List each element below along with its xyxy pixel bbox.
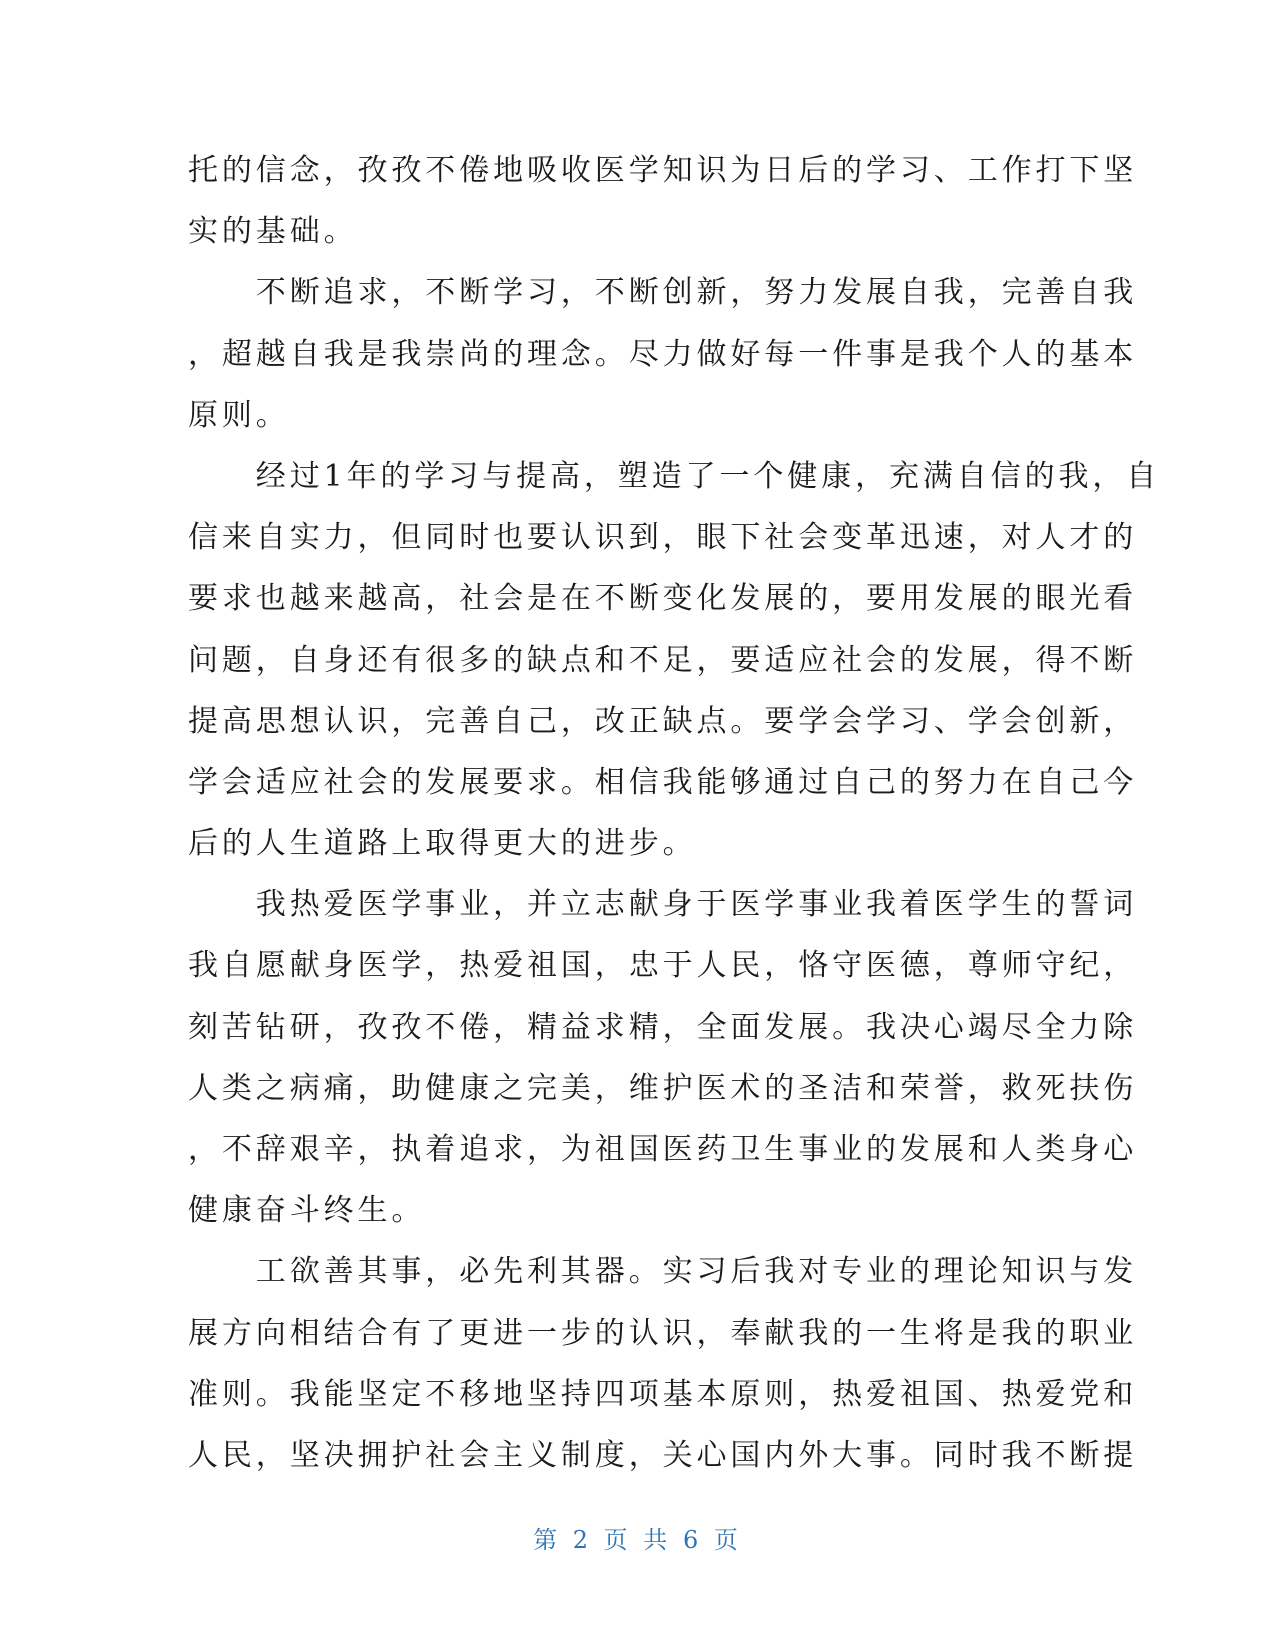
text-line: ，不辞艰辛，执着追求，为祖国医药卫生事业的发展和人类身心 <box>188 1132 1138 1167</box>
text-line: 准则。我能坚定不移地坚持四项基本原则，热爱祖国、热爱党和 <box>188 1376 1138 1412</box>
page-number-footer: 第 2 页 共 6 页 <box>533 1526 742 1554</box>
text-line: 健康奋斗终生。 <box>188 1193 426 1229</box>
text-line: 经过1年的学习与提高，塑造了一个健康，充满自信的我，自 <box>188 458 1161 494</box>
text-line: 要求也越来越高，社会是在不断变化发展的，要用发展的眼光看 <box>188 581 1138 617</box>
text-line: 刻苦钻研，孜孜不倦，精益求精，全面发展。我决心竭尽全力除 <box>188 1009 1138 1045</box>
text-line: 托的信念，孜孜不倦地吸收医学知识为日后的学习、工作打下坚 <box>188 153 1138 188</box>
text-line: 提高思想认识，完善自己，改正缺点。要学会学习、学会创新， <box>188 703 1138 739</box>
text-line: 信来自实力，但同时也要认识到，眼下社会变革迅速，对人才的 <box>188 520 1138 556</box>
document-body <box>188 140 1161 1486</box>
text-line: 原则。 <box>188 397 290 433</box>
text-line: 我热爱医学事业，并立志献身于医学事业我着医学生的誓词 <box>188 887 1138 923</box>
text-line: 我自愿献身医学，热爱祖国，忠于人民，恪守医德，尊师守纪， <box>188 948 1138 984</box>
text-line: 不断追求，不断学习，不断创新，努力发展自我，完善自我 <box>188 275 1138 311</box>
text-line: 问题，自身还有很多的缺点和不足，要适应社会的发展，得不断 <box>188 642 1138 678</box>
text-line: 实的基础。 <box>188 214 358 250</box>
text-line: 人民，坚决拥护社会主义制度，关心国内外大事。同时我不断提 <box>188 1437 1138 1473</box>
text-line: 后的人生道路上取得更大的进步。 <box>188 826 697 862</box>
text-line: 展方向相结合有了更进一步的认识，奉献我的一生将是我的职业 <box>188 1315 1138 1351</box>
text-line: 人类之病痛，助健康之完美，维护医术的圣洁和荣誉，救死扶伤 <box>188 1070 1138 1106</box>
text-line: 工欲善其事，必先利其器。实习后我对专业的理论知识与发 <box>188 1254 1138 1290</box>
text-line: ，超越自我是我崇尚的理念。尽力做好每一件事是我个人的基本 <box>188 336 1138 372</box>
text-line: 学会适应社会的发展要求。相信我能够通过自己的努力在自己今 <box>188 764 1138 800</box>
